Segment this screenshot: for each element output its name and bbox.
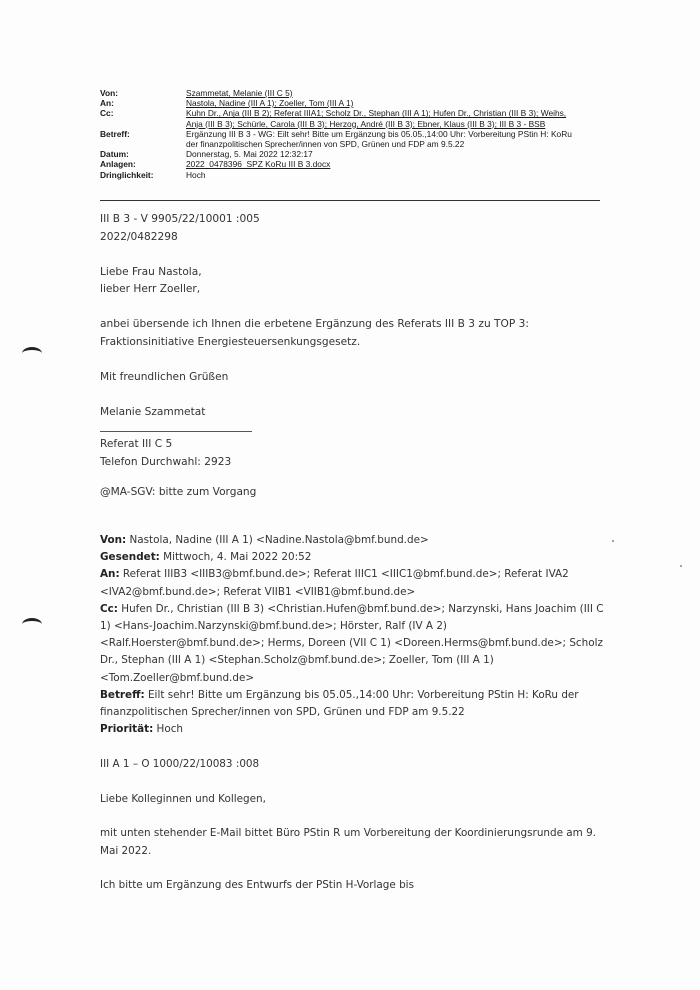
hole-punch-mark-top bbox=[22, 347, 42, 360]
header-from-row bbox=[100, 88, 600, 98]
email-header bbox=[100, 88, 600, 180]
fwd-cc-label: Cc: bbox=[100, 602, 118, 615]
fwd-priority-label: Priorität: bbox=[100, 723, 154, 736]
fwd-cc-value: Hufen Dr., Christian (III B 3) <Christian.Hufen@bmf.bund.de>; Narzynski, Hans Joachim (III C bbox=[117, 602, 604, 615]
header-attachments-label: Anlagen: bbox=[100, 159, 136, 170]
header-date-row bbox=[100, 149, 600, 159]
fwd-sent-label: Gesendet: bbox=[100, 551, 160, 564]
fwd-subject-value: Eilt sehr! Bitte um Ergänzung bis 05.05.,14:00 Uhr: Vorbereitung PStin H: KoRu der bbox=[144, 688, 579, 701]
header-subject-line: Ergänzung III B 3 - WG: Eilt sehr! Bitte um Ergänzung bis 05.05.,14:00 Uhr: Vorbereitung PStin H: KoRu bbox=[186, 128, 572, 139]
signer-phone: Telefon Durchwahl: 2923 bbox=[100, 455, 232, 468]
greeting: Liebe Frau Nastola, bbox=[100, 265, 202, 278]
forwarded-message bbox=[100, 532, 620, 894]
email-body bbox=[100, 211, 620, 894]
fwd-from-value: Nastola, Nadine (III A 1) <Nadine.Nastola@bmf.bund.de> bbox=[126, 534, 429, 546]
body-text: anbei übersende ich Ihnen die erbetene Ergänzung des Referats III B 3 zu TOP 3: bbox=[100, 318, 529, 330]
fwd-cc-row bbox=[100, 601, 620, 687]
fwd-subject-label: Betreff: bbox=[100, 688, 145, 701]
header-cc-row bbox=[100, 108, 600, 128]
reference-number: 2022/0482298 bbox=[100, 230, 178, 243]
header-subject-label: Betreff: bbox=[100, 128, 130, 139]
header-divider bbox=[100, 200, 600, 201]
hole-punch-mark-bottom bbox=[22, 618, 42, 631]
fwd-priority-row bbox=[100, 721, 620, 738]
attachment-link[interactable]: 2022_0478396_SPZ KoRu III B 3.docx bbox=[186, 159, 331, 170]
scan-speck bbox=[680, 565, 682, 567]
header-subject-line: der finanzpolitischen Sprecher/innen von SPD, Grünen und FDP am 9.5.22 bbox=[186, 139, 465, 150]
fwd-to-value: Referat IIIB3 <IIIB3@bmf.bund.de>; Referat IIIC1 <IIIC1@bmf.bund.de>; Referat IVA2 bbox=[119, 568, 569, 581]
header-urgency-value: Hoch bbox=[186, 169, 206, 180]
header-to-value: Nastola, Nadine (III A 1); Zoeller, Tom (III A 1) bbox=[186, 98, 354, 109]
fwd-to-row bbox=[100, 566, 620, 600]
reference-number: III B 3 - V 9905/22/10001 :005 bbox=[100, 213, 260, 225]
signature-divider bbox=[100, 431, 252, 432]
fwd-cc-value: 1) <Hans-Joachim.Narzynski@bmf.bund.de>; Hörster, Ralf (IV A 2) bbox=[100, 620, 447, 633]
fwd-sent-row bbox=[100, 549, 620, 566]
fwd-body-text: Ich bitte um Ergänzung des Entwurfs der PStin H-Vorlage bis bbox=[100, 879, 414, 892]
fwd-from-label: Von: bbox=[100, 534, 127, 546]
header-subject-row bbox=[100, 129, 600, 149]
fwd-body-text: mit unten stehender E-Mail bittet Büro PStin R um Vorbereitung der Koordinierungsrunde am 9. bbox=[100, 827, 596, 840]
fwd-body-text: Mai 2022. bbox=[100, 844, 152, 857]
signer-name: Melanie Szammetat bbox=[100, 405, 206, 418]
header-attachments-row bbox=[100, 159, 600, 169]
fwd-sent-value: Mittwoch, 4. Mai 2022 20:52 bbox=[159, 551, 312, 564]
header-to-row bbox=[100, 98, 600, 108]
signer-department: Referat III C 5 bbox=[100, 438, 173, 450]
header-subject-value bbox=[186, 129, 600, 149]
processing-note: @MA-SGV: bitte zum Vorgang bbox=[100, 486, 257, 498]
closing: Mit freundlichen Grüßen bbox=[100, 370, 229, 383]
fwd-from-row bbox=[100, 532, 620, 549]
header-urgency-label: Dringlichkeit: bbox=[100, 169, 154, 180]
header-cc-line: Kuhn Dr., Anja (III B 2); Referat IIIA1; Scholz Dr., Stephan (III A 1); Hufen Dr., Christian (III B 3); Weihs, bbox=[186, 108, 567, 119]
greeting: lieber Herr Zoeller, bbox=[100, 283, 201, 295]
fwd-to-label: An: bbox=[100, 568, 120, 581]
fwd-cc-value: Dr., Stephan (III A 1) <Stephan.Scholz@bmf.bund.de>; Zoeller, Tom (III A 1) bbox=[100, 654, 494, 667]
header-date-value: Donnerstag, 5. Mai 2022 12:32:17 bbox=[186, 149, 313, 160]
header-from-value: Szammetat, Melanie (III C 5) bbox=[186, 88, 293, 98]
header-from-label: Von: bbox=[100, 88, 118, 98]
fwd-subject-row bbox=[100, 687, 620, 721]
fwd-subject-value: finanzpolitischen Sprecher/innen von SPD, Grünen und FDP am 9.5.22 bbox=[100, 706, 465, 719]
fwd-to-value: <IVA2@bmf.bund.de>; Referat VIIB1 <VIIB1@bmf.bund.de> bbox=[100, 585, 416, 598]
fwd-cc-value: <Ralf.Hoerster@bmf.bund.de>; Herms, Doreen (VII C 1) <Doreen.Herms@bmf.bund.de>; Scholz bbox=[100, 637, 603, 650]
header-cc-line: Anja (III B 3); Schürle, Carola (III B 3); Herzog, André (III B 3); Ebner, Klaus (III B 3); III B 3 - BSB bbox=[186, 118, 546, 129]
body-text: Fraktionsinitiative Energiesteuersenkungsgesetz. bbox=[100, 335, 361, 348]
header-urgency-row bbox=[100, 170, 600, 180]
fwd-cc-value: <Tom.Zoeller@bmf.bund.de> bbox=[100, 671, 255, 684]
header-date-label: Datum: bbox=[100, 149, 129, 160]
fwd-priority-value: Hoch bbox=[153, 723, 184, 736]
header-cc-value bbox=[186, 108, 600, 128]
header-cc-label: Cc: bbox=[100, 108, 114, 119]
header-to-label: An: bbox=[100, 98, 114, 109]
fwd-reference-number: III A 1 – O 1000/22/10083 :008 bbox=[100, 757, 260, 770]
fwd-greeting: Liebe Kolleginnen und Kollegen, bbox=[100, 792, 266, 805]
